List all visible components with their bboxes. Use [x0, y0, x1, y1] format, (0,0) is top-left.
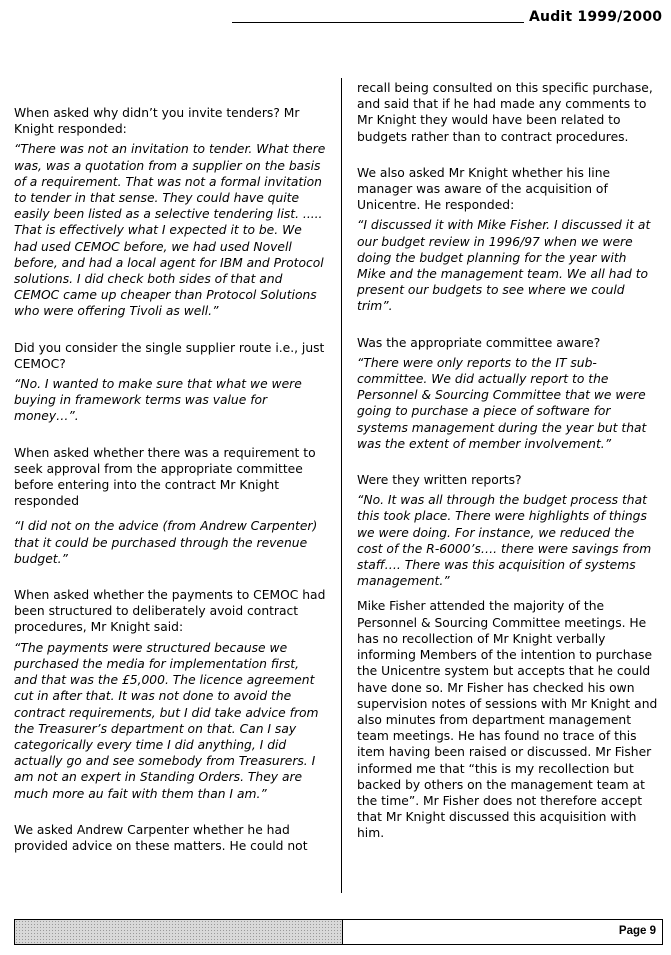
quote: “There was not an invitation to tender. What there was, was a quotation from a supplier on the basis of a requirement. That was not a formal invitation to tender in that sense. They could have quite easily been listed as a selective tendering list. ..... That is effectively what I expected it to be. We had used CEMOC before, we had used Novell before, and had a local agent for IBM and Protocol solutions. I did check both sides of that and CEMOC came up cheaper than Protocol Solutions who were offering Tivoli as well.” [14, 142, 326, 319]
paragraph: We asked Andrew Carpenter whether he had provided advice on these matters. He could not [14, 822, 308, 853]
paragraph: recall being consulted on this specific purchase, and said that if he had made any comments to Mr Knight they would have been related to budgets rather than to contract procedures. [357, 81, 653, 144]
quote: “I discussed it with Mike Fisher. I discussed it at our budget review in 1996/97 when we were doing the budget planning for the year with Mike and the management team. We all had to present our budgets to see where we could trim”. [357, 218, 651, 314]
header-rule [232, 22, 524, 23]
paragraph: When asked whether the payments to CEMOC had been structured to deliberately avoid contract procedures, Mr Knight said: [14, 588, 326, 635]
paragraph: Mike Fisher attended the majority of the Personnel & Sourcing Committee meetings. He has no recollection of Mr Knight verbally informing Members of the intention to purchase the Unicentre system but accepts that he could have done so. Mr Fisher has checked his own supervision notes of sessions with Mr Knight and also minutes from department management team meetings. He has found no trace of this item having been raised or discussed. Mr Fisher informed me that “this is my recollection but backed by others on the management team at the time”. Mr Fisher does not therefore accept that Mr Knight discussed this acquisition with him. [357, 599, 658, 841]
page-number: Page 9 [618, 925, 656, 937]
quote: “No. It was all through the budget process that this took place. There were highlights of things we were doing. For instance, we reduced the cost of the R-6000’s…. there were savings from staff…. There was this acquisition of systems management.” [357, 493, 652, 589]
footer-shaded-panel [15, 920, 343, 944]
page-footer [14, 919, 663, 945]
paragraph: Was the appropriate committee aware? [357, 335, 601, 350]
paragraph: We also asked Mr Knight whether his line manager was aware of the acquisition of Unicentre. He responded: [357, 165, 611, 213]
quote: “There were only reports to the IT sub-committee. We did actually report to the Personnel & Sourcing Committee that we were going to purchase a piece of software for systems management during the year but that was the extent of member involvement.” [357, 355, 647, 451]
quote: “No. I wanted to make sure that what we were buying in framework terms was value for money…”. [14, 377, 302, 424]
header-title: Audit 1999/2000 [529, 9, 663, 25]
paragraph: Were they written reports? [357, 473, 522, 488]
right-column [357, 80, 659, 842]
footer-panel [343, 920, 662, 944]
quote: “I did not on the advice (from Andrew Carpenter) that it could be purchased through the revenue budget.” [14, 519, 318, 566]
quote: “The payments were structured because we purchased the media for implementation first, and that was the £5,000. The licence agreement cut in after that. It was not done to avoid the contract requirements, but I did take advice from the Treasurer’s department on that. Can I say categorically every time I did anything, I did actually go and see somebody from Treasurers. I am not an expert in Standing Orders. They are much more au fait with them than I am.” [14, 640, 319, 801]
paragraph: Did you consider the single supplier route i.e., just CEMOC? [14, 340, 325, 371]
column-divider [341, 78, 342, 893]
left-column [14, 105, 326, 854]
paragraph: When asked whether there was a requirement to seek approval from the appropriate committee before entering into the contract Mr Knight responded [14, 445, 316, 509]
paragraph: When asked why didn’t you invite tenders? Mr Knight responded: [14, 106, 300, 137]
